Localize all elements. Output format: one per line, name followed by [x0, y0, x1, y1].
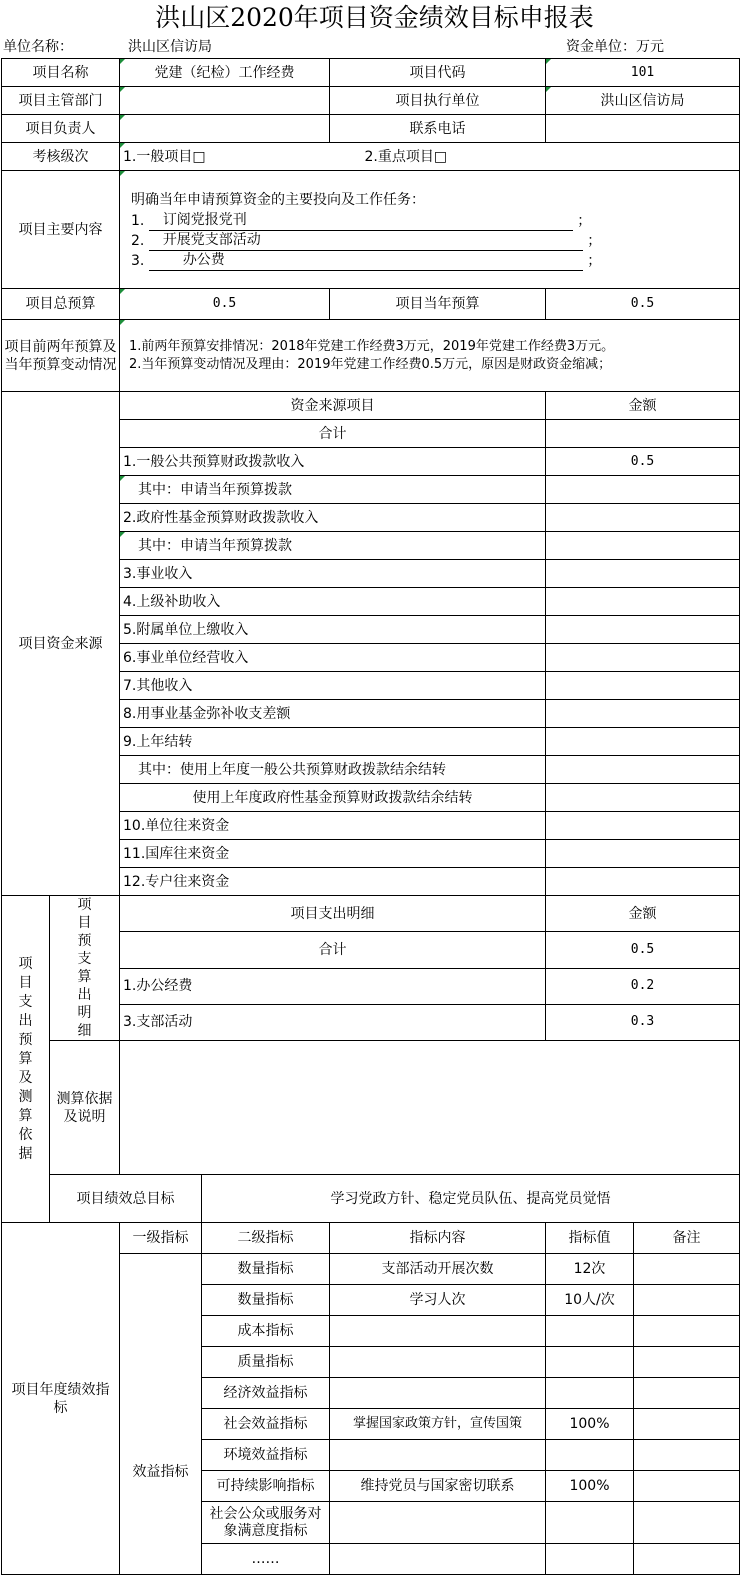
expense-header-item: 项目支出明细 [120, 896, 546, 932]
prev-budget-line1: 1.前两年预算安排情况：2018年党建工作经费3万元，2019年党建工作经费3万元。 [129, 338, 615, 354]
indicator-note[interactable] [634, 1378, 740, 1409]
funding-amount[interactable] [546, 840, 740, 868]
funding-row: 2.政府性基金预算财政拨款收入 [120, 504, 546, 532]
indicator-content[interactable] [330, 1440, 546, 1471]
indicator-level2: …… [202, 1544, 330, 1575]
indicator-content[interactable]: 掌握国家政策方针，宣传国策 [330, 1409, 546, 1440]
supervisor-value[interactable] [120, 87, 330, 115]
expense-amount[interactable]: 0.3 [546, 1004, 740, 1040]
prev-budget-box[interactable] [120, 320, 740, 392]
perf-goal-value[interactable]: 学习党政方针、稳定党员队伍、提高党员觉悟 [202, 1175, 740, 1223]
funding-row: 其中：使用上年度一般公共预算财政拨款结余结转 [120, 756, 546, 784]
indicator-note[interactable] [634, 1471, 740, 1502]
basis-value[interactable] [120, 1041, 740, 1175]
header-content: 指标内容 [330, 1223, 546, 1254]
indicator-content[interactable] [330, 1378, 546, 1409]
funding-row: 7.其他收入 [120, 672, 546, 700]
indicator-content[interactable] [330, 1347, 546, 1378]
funding-row: 6.事业单位经营收入 [120, 644, 546, 672]
main-content-label: 项目主要内容 [2, 171, 120, 289]
indicator-note[interactable] [634, 1502, 740, 1544]
exec-unit-value[interactable]: 洪山区信访局 [546, 87, 740, 115]
indicator-content[interactable]: 学习人次 [330, 1285, 546, 1316]
funding-row: 3.事业收入 [120, 560, 546, 588]
indicator-value[interactable]: 10人/次 [546, 1285, 634, 1316]
indicator-level2: 经济效益指标 [202, 1378, 330, 1409]
indicator-value[interactable] [546, 1316, 634, 1347]
expense-header-amount: 金额 [546, 896, 740, 932]
funding-label: 项目资金来源 [2, 392, 120, 896]
exec-unit-label: 项目执行单位 [330, 87, 546, 115]
supervisor-label: 项目主管部门 [2, 87, 120, 115]
current-budget-label: 项目当年预算 [330, 289, 546, 320]
indicator-note[interactable] [634, 1254, 740, 1285]
level-options[interactable] [120, 143, 740, 171]
expense-row: 合计 [120, 932, 546, 968]
indicator-level2: 成本指标 [202, 1316, 330, 1347]
total-budget-value[interactable]: 0.5 [120, 289, 330, 320]
indicator-value[interactable] [546, 1378, 634, 1409]
funding-row: 使用上年度政府性基金预算财政拨款结余结转 [120, 784, 546, 812]
indicator-level2: 质量指标 [202, 1347, 330, 1378]
funding-row: 1.一般公共预算财政拨款收入 [120, 448, 546, 476]
unit-name-value: 洪山区信访局 [128, 39, 212, 55]
main-content-intro: 明确当年申请预算资金的主要投向及工作任务： [131, 191, 425, 208]
indicator-content[interactable] [330, 1502, 546, 1544]
task-text: 办公费 [149, 250, 583, 271]
funding-amount[interactable] [546, 728, 740, 756]
indicator-note[interactable] [634, 1440, 740, 1471]
annual-label: 项目年度绩效指标 [2, 1223, 120, 1575]
task-text: 开展党支部活动 [149, 230, 583, 251]
funding-row: 9.上年结转 [120, 728, 546, 756]
unit-name-label: 单位名称： [3, 39, 73, 55]
indicator-value[interactable]: 12次 [546, 1254, 634, 1285]
funding-row: 4.上级补助收入 [120, 588, 546, 616]
indicator-value[interactable] [546, 1502, 634, 1544]
task-item: 3. 办公费 ； [131, 251, 602, 269]
funding-header-item: 资金来源项目 [120, 392, 546, 420]
funding-row: 8.用事业基金弥补收支差额 [120, 700, 546, 728]
project-name-value[interactable]: 党建（纪检）工作经费 [120, 59, 330, 87]
phone-value[interactable] [546, 115, 740, 143]
indicator-level2: 数量指标 [202, 1254, 330, 1285]
level-option-key[interactable]: 2.重点项目□ [364, 148, 448, 165]
page-title: 洪山区2020年项目资金绩效目标申报表 [155, 3, 594, 32]
indicator-content[interactable] [330, 1544, 546, 1575]
indicator-value[interactable] [546, 1347, 634, 1378]
indicator-level2: 数量指标 [202, 1285, 330, 1316]
budget-form-table [1, 58, 740, 1575]
leader-value[interactable] [120, 115, 330, 143]
current-budget-value[interactable]: 0.5 [546, 289, 740, 320]
funding-amount[interactable] [546, 532, 740, 560]
funding-amount[interactable]: 0.5 [546, 448, 740, 476]
funding-row: 5.附属单位上缴收入 [120, 616, 546, 644]
header-level2: 二级指标 [202, 1223, 330, 1254]
funding-header-amount: 金额 [546, 392, 740, 420]
indicator-value[interactable] [546, 1544, 634, 1575]
funding-row: 其中：申请当年预算拨款 [120, 532, 546, 560]
funding-row: 12.专户往来资金 [120, 868, 546, 896]
task-text: 订阅党报党刊 [149, 210, 573, 231]
effect-label: 效益指标 [120, 1254, 202, 1575]
expense-amount[interactable]: 0.2 [546, 968, 740, 1004]
indicator-content[interactable] [330, 1316, 546, 1347]
main-content-box[interactable] [120, 171, 740, 289]
indicator-value[interactable]: 100% [546, 1471, 634, 1502]
funding-amount[interactable] [546, 616, 740, 644]
indicator-level2: 环境效益指标 [202, 1440, 330, 1471]
funding-row: 10.单位往来资金 [120, 812, 546, 840]
prev-budget-line2: 2.当年预算变动情况及理由：2019年党建工作经费0.5万元，原因是财政资金缩减； [129, 356, 612, 372]
funding-amount[interactable] [546, 420, 740, 448]
indicator-note[interactable] [634, 1409, 740, 1440]
funding-amount[interactable] [546, 812, 740, 840]
basis-label: 测算依据及说明 [50, 1041, 120, 1175]
header-note: 备注 [634, 1223, 740, 1254]
funding-row: 11.国库往来资金 [120, 840, 546, 868]
expense-amount[interactable]: 0.5 [546, 932, 740, 968]
funding-amount[interactable] [546, 644, 740, 672]
indicator-content[interactable]: 支部活动开展次数 [330, 1254, 546, 1285]
indicator-note[interactable] [634, 1347, 740, 1378]
indicator-note[interactable] [634, 1544, 740, 1575]
funding-amount[interactable] [546, 560, 740, 588]
task-item: 2. 开展党支部活动 ； [131, 231, 602, 249]
indicator-level2: 社会公众或服务对象满意度指标 [202, 1502, 330, 1544]
expense-detail-label: 项目预支算出明细 [50, 896, 120, 1041]
total-budget-label: 项目总预算 [2, 289, 120, 320]
perf-goal-label: 项目绩效总目标 [50, 1175, 202, 1223]
funding-amount[interactable] [546, 868, 740, 896]
level-label: 考核级次 [2, 143, 120, 171]
level-option-general[interactable]: 1.一般项目□ [123, 148, 206, 165]
indicator-content[interactable]: 维持党员与国家密切联系 [330, 1471, 546, 1502]
funding-amount[interactable] [546, 784, 740, 812]
project-code-value[interactable]: 101 [546, 59, 740, 87]
funding-row: 合计 [120, 420, 546, 448]
header-level1: 一级指标 [120, 1223, 202, 1254]
funding-amount[interactable] [546, 504, 740, 532]
funding-row: 其中：申请当年预算拨款 [120, 476, 546, 504]
task-item: 1. 订阅党报党刊 ； [131, 211, 592, 229]
indicator-level2: 可持续影响指标 [202, 1471, 330, 1502]
indicator-note[interactable] [634, 1285, 740, 1316]
currency-unit: 资金单位：万元 [566, 39, 664, 55]
funding-amount[interactable] [546, 756, 740, 784]
expense-row: 1.办公经费 [120, 968, 546, 1004]
header-value: 指标值 [546, 1223, 634, 1254]
indicator-level2: 社会效益指标 [202, 1409, 330, 1440]
leader-label: 项目负责人 [2, 115, 120, 143]
project-name-label: 项目名称 [2, 59, 120, 87]
expense-outer-label: 项目支出预算及测算依据 [2, 896, 50, 1223]
funding-amount[interactable] [546, 588, 740, 616]
indicator-note[interactable] [634, 1316, 740, 1347]
funding-amount[interactable] [546, 672, 740, 700]
prev-budget-label: 项目前两年预算及当年预算变动情况 [2, 320, 120, 392]
funding-amount[interactable] [546, 700, 740, 728]
expense-row: 3.支部活动 [120, 1004, 546, 1040]
funding-amount[interactable] [546, 476, 740, 504]
indicator-value[interactable] [546, 1440, 634, 1471]
phone-label: 联系电话 [330, 115, 546, 143]
indicator-value[interactable]: 100% [546, 1409, 634, 1440]
project-code-label: 项目代码 [330, 59, 546, 87]
